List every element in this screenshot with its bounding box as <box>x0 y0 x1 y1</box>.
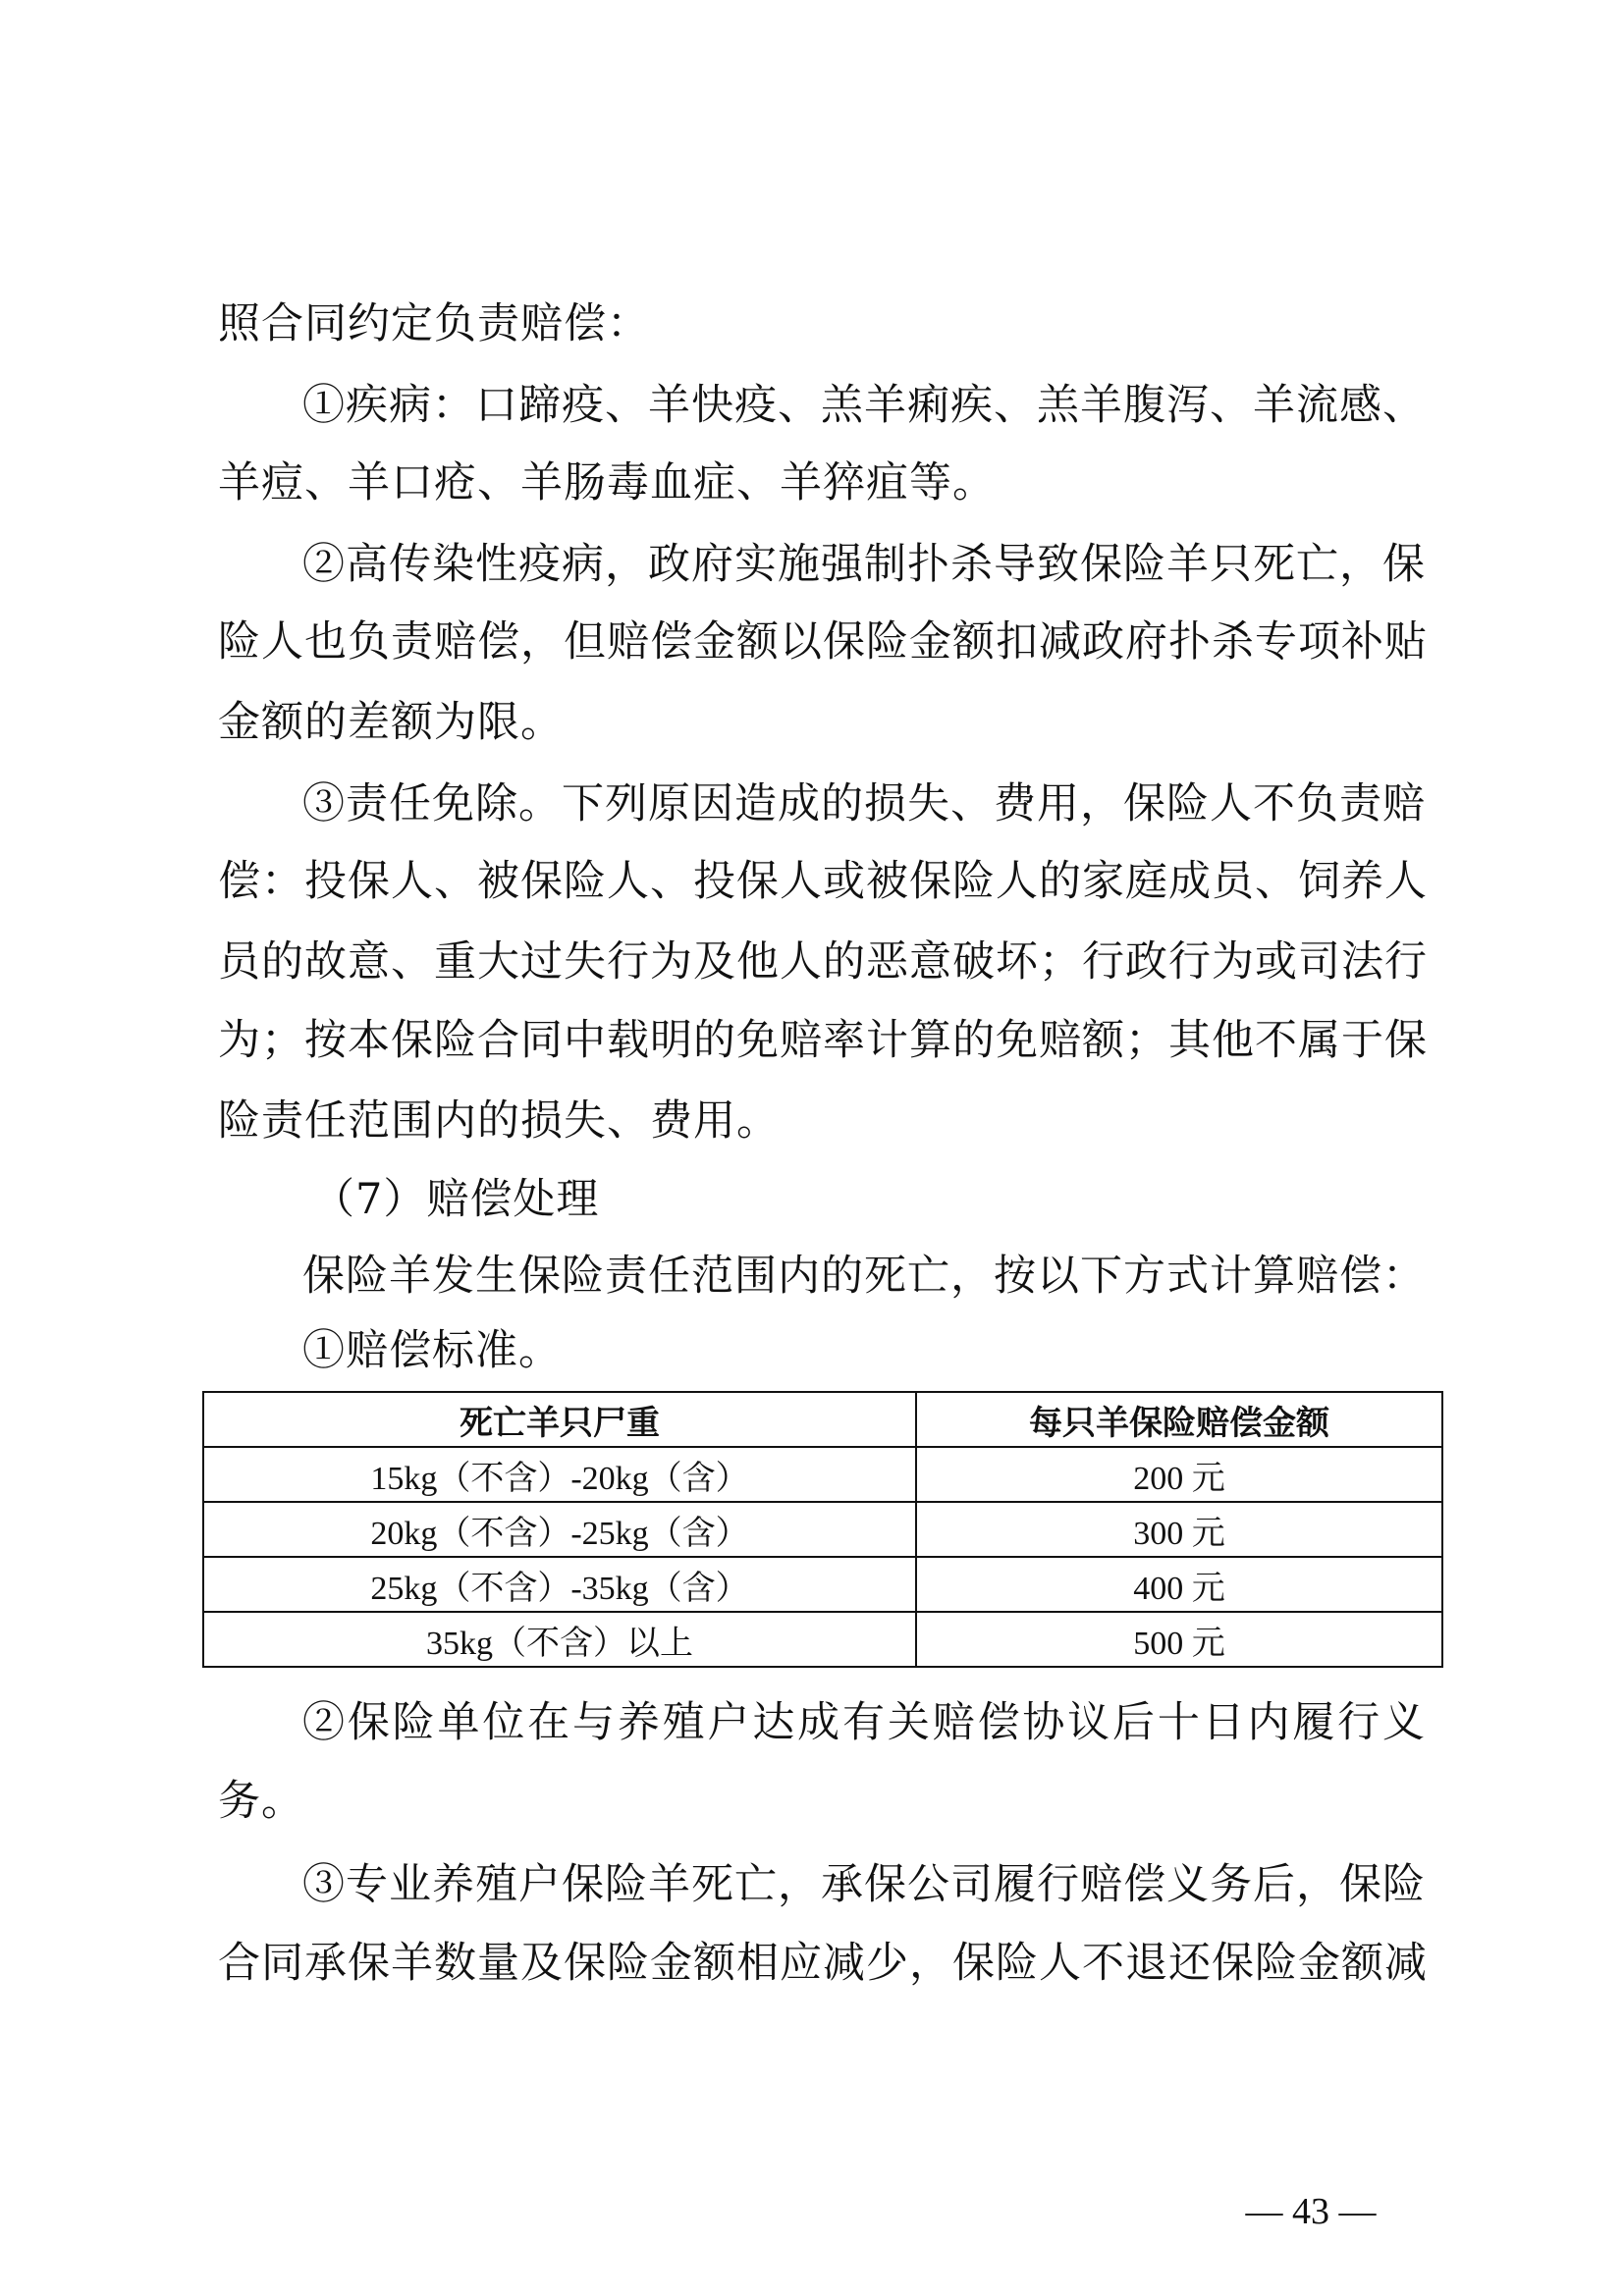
paragraph-line: 照合同约定负责赔偿： <box>218 299 650 348</box>
section-heading: （7）赔偿处理 <box>312 1175 600 1224</box>
paragraph-line: ③专业养殖户保险羊死亡，承保公司履行赔偿义务后，保险 <box>302 1860 1426 1909</box>
paragraph-line: 险责任范围内的损失、费用。 <box>218 1096 780 1146</box>
cell-weight: 20kg（不含）-25kg（含） <box>203 1502 916 1557</box>
paragraph-line: 险人也负责赔偿，但赔偿金额以保险金额扣减政府扑杀专项补贴 <box>218 617 1428 667</box>
paragraph-line: 务。 <box>218 1777 304 1826</box>
table-header-row <box>203 1392 1442 1447</box>
cell-weight: 25kg（不含）-35kg（含） <box>203 1557 916 1612</box>
table-row <box>203 1557 1442 1612</box>
paragraph-line: 合同承保羊数量及保险金额相应减少，保险人不退还保险金额减 <box>218 1939 1428 1988</box>
cell-weight: 35kg（不含）以上 <box>203 1612 916 1667</box>
paragraph-line: 员的故意、重大过失行为及他人的恶意破坏；行政行为或司法行 <box>218 937 1428 987</box>
paragraph-line: 偿：投保人、被保险人、投保人或被保险人的家庭成员、饲养人 <box>218 857 1428 906</box>
paragraph-line: ①疾病：口蹄疫、羊快疫、羔羊痢疾、羔羊腹泻、羊流感、 <box>302 381 1426 430</box>
table-row <box>203 1447 1442 1502</box>
table-row <box>203 1502 1442 1557</box>
cell-weight: 15kg（不含）-20kg（含） <box>203 1447 916 1502</box>
header-amount: 每只羊保险赔偿金额 <box>916 1392 1442 1447</box>
paragraph-line: 保险羊发生保险责任范围内的死亡，按以下方式计算赔偿： <box>302 1252 1426 1301</box>
paragraph-line: ③责任免除。下列原因造成的损失、费用，保险人不负责赔 <box>302 779 1426 828</box>
cell-amount: 300 元 <box>916 1502 1442 1557</box>
cell-amount: 400 元 <box>916 1557 1442 1612</box>
paragraph-line: 为；按本保险合同中载明的免赔率计算的免赔额；其他不属于保 <box>218 1016 1428 1065</box>
paragraph-line: 羊痘、羊口疮、羊肠毒血症、羊猝疽等。 <box>218 458 996 507</box>
paragraph-line: ②保险单位在与养殖户达成有关赔偿协议后十日内履行义 <box>302 1698 1426 1747</box>
cell-amount: 200 元 <box>916 1447 1442 1502</box>
paragraph-line: ①赔偿标准。 <box>302 1326 562 1375</box>
compensation-table <box>202 1391 1443 1668</box>
table-row <box>203 1612 1442 1667</box>
header-weight: 死亡羊只尸重 <box>203 1392 916 1447</box>
paragraph-line: ②高传染性疫病，政府实施强制扑杀导致保险羊只死亡，保 <box>302 540 1426 589</box>
cell-amount: 500 元 <box>916 1612 1442 1667</box>
paragraph-line: 金额的差额为限。 <box>218 698 564 747</box>
page-number: — 43 — <box>1245 2191 1377 2232</box>
